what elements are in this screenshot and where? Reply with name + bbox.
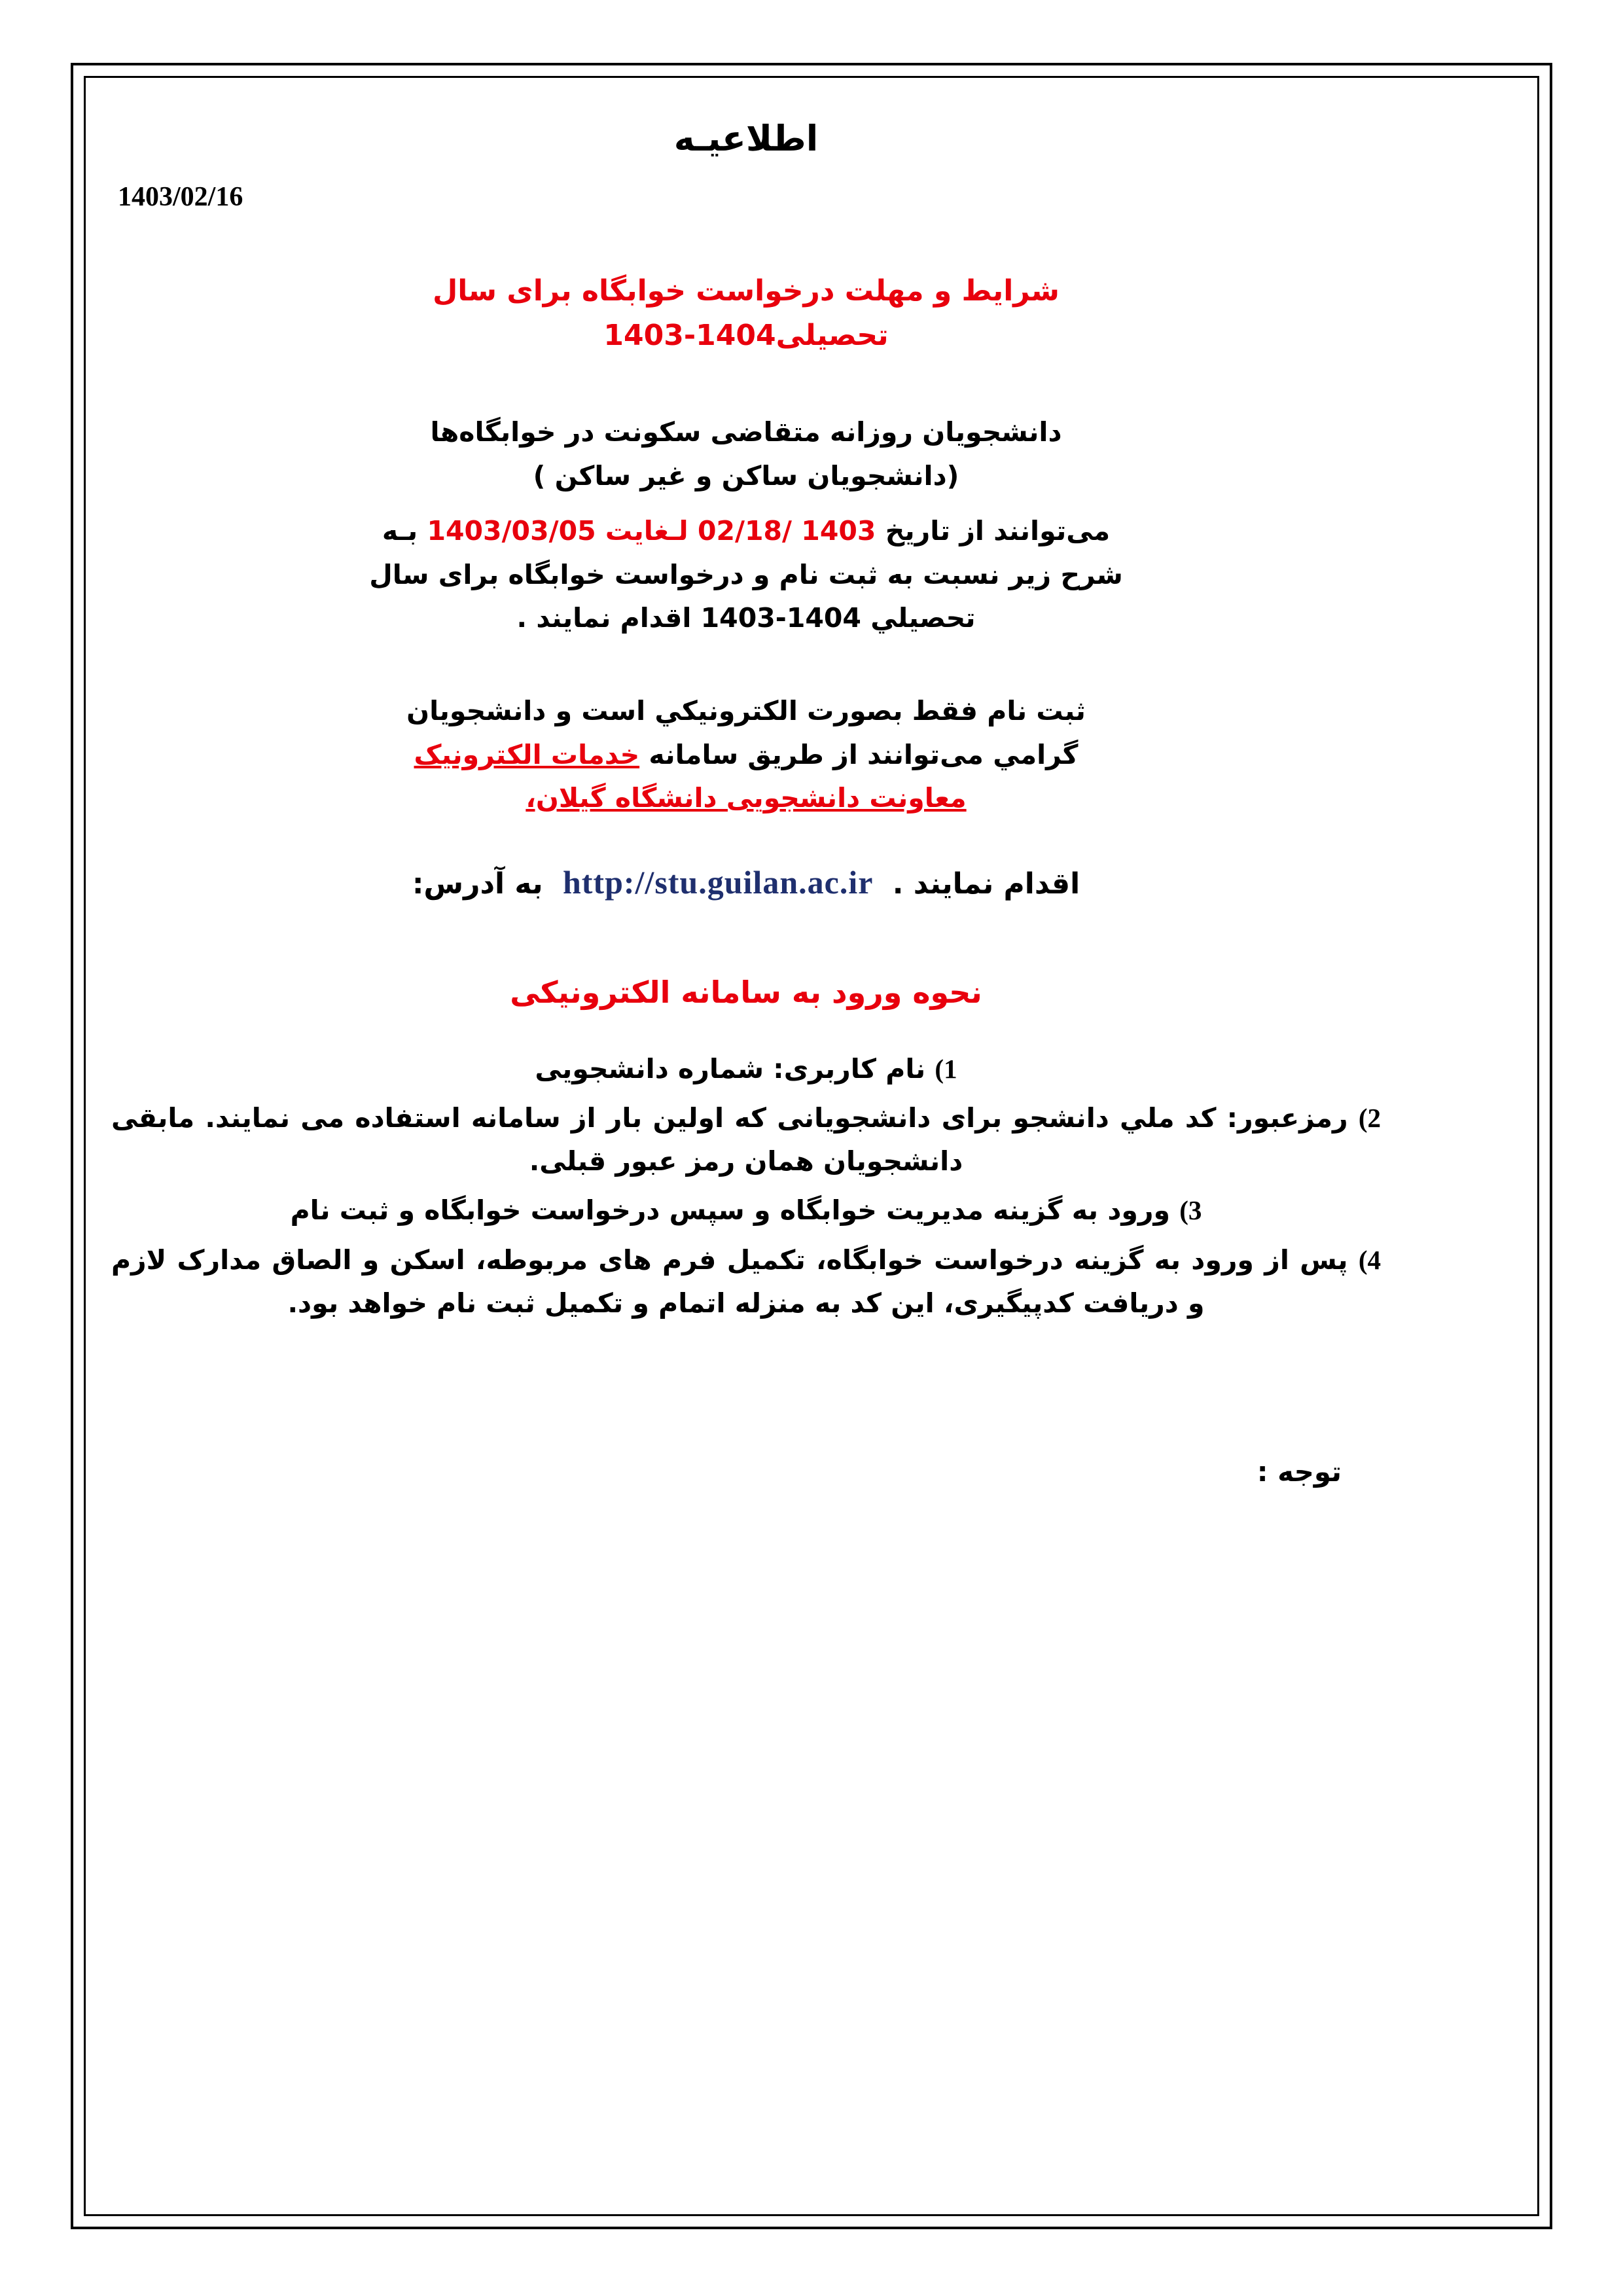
page-title: اطلاعیـه [673, 118, 819, 159]
dates-line-1 [111, 509, 1381, 552]
eservices-link-part1[interactable]: خدمات الکترونیک [414, 738, 640, 770]
dates-paragraph [111, 509, 1381, 639]
list-item [111, 1189, 1381, 1232]
list-item [111, 1097, 1381, 1183]
dates-middle-word: لـغایت [605, 515, 688, 547]
step-number: 2) [1358, 1103, 1381, 1134]
note-label: توجه : [1257, 1456, 1342, 1488]
electronic-line-3 [111, 776, 1381, 819]
electronic-registration-paragraph [111, 689, 1381, 819]
address-suffix-text: اقدام نمایند . [892, 867, 1080, 901]
dates-suffix: بـه [382, 515, 418, 547]
step-text: رمزعبور: کد ملي دانشجو برای دانشجویانی که اولین بار از سامانه استفاده می نمایند. مابقی دانشجویان همان رمز عبور قبلی. [111, 1102, 1348, 1177]
address-paragraph [111, 863, 1381, 901]
announcement-heading [111, 269, 1381, 358]
announcement-heading-line2: تحصیلی1404-1403 [603, 319, 889, 353]
document-content [111, 98, 1381, 1488]
electronic-line-2 [111, 733, 1381, 776]
electronic-line-1: ثبت نام فقط بصورت الکترونیکي است و دانشجویان [406, 695, 1086, 727]
date-from: 1403 /02/18 [697, 515, 876, 547]
list-item [111, 1048, 1381, 1091]
applicants-line-2: (دانشجویان ساکن و غیر ساکن ) [533, 459, 959, 492]
step-text: ورود به گزینه مدیریت خوابگاه و سپس درخواست خوابگاه و ثبت نام [290, 1194, 1170, 1227]
step-text: پس از ورود به گزینه درخواست خوابگاه، تکمیل فرم های مربوطه، اسکن و الصاق مدارک لازم و دریافت کدپیگیری، این کد به منزله اتمام و تکمیل ثبت نام خواهد بود. [111, 1244, 1348, 1319]
applicants-paragraph [111, 410, 1381, 497]
list-item [111, 1239, 1381, 1325]
dates-line-2: شرح زیر نسبت به ثبت نام و درخواست خوابگاه برای سال [369, 558, 1123, 590]
dates-prefix: می‌توانند از تاریخ [885, 515, 1111, 547]
step-number: 1) [935, 1053, 957, 1084]
step-number: 4) [1358, 1245, 1381, 1275]
date-to: 1403/03/05 [427, 515, 596, 547]
issue-date: 1403/02/16 [118, 182, 243, 212]
login-steps-list [111, 1048, 1381, 1325]
address-prefix-text: به آدرس: [412, 867, 543, 901]
dates-line-3: تحصیلي 1404-1403 اقدام نمایند . [516, 602, 976, 634]
electronic-line-2-prefix: گرامي می‌توانند از طریق سامانه [649, 738, 1079, 770]
applicants-line-1: دانشجویان روزانه متقاضی سکونت در خوابگاه‌ها [430, 416, 1062, 448]
portal-url-link[interactable]: http://stu.guilan.ac.ir [562, 863, 874, 901]
eservices-link-part2[interactable]: معاونت دانشجویی دانشگاه گیلان، [526, 782, 967, 814]
step-text: نام کاربری: شماره دانشجویی [535, 1052, 926, 1085]
step-number: 3) [1179, 1195, 1202, 1226]
howto-login-heading: نحوه ورود به سامانه الکترونیکی [510, 974, 982, 1010]
announcement-heading-line1: شرایط و مهلت درخواست خوابگاه برای سال [433, 274, 1060, 308]
